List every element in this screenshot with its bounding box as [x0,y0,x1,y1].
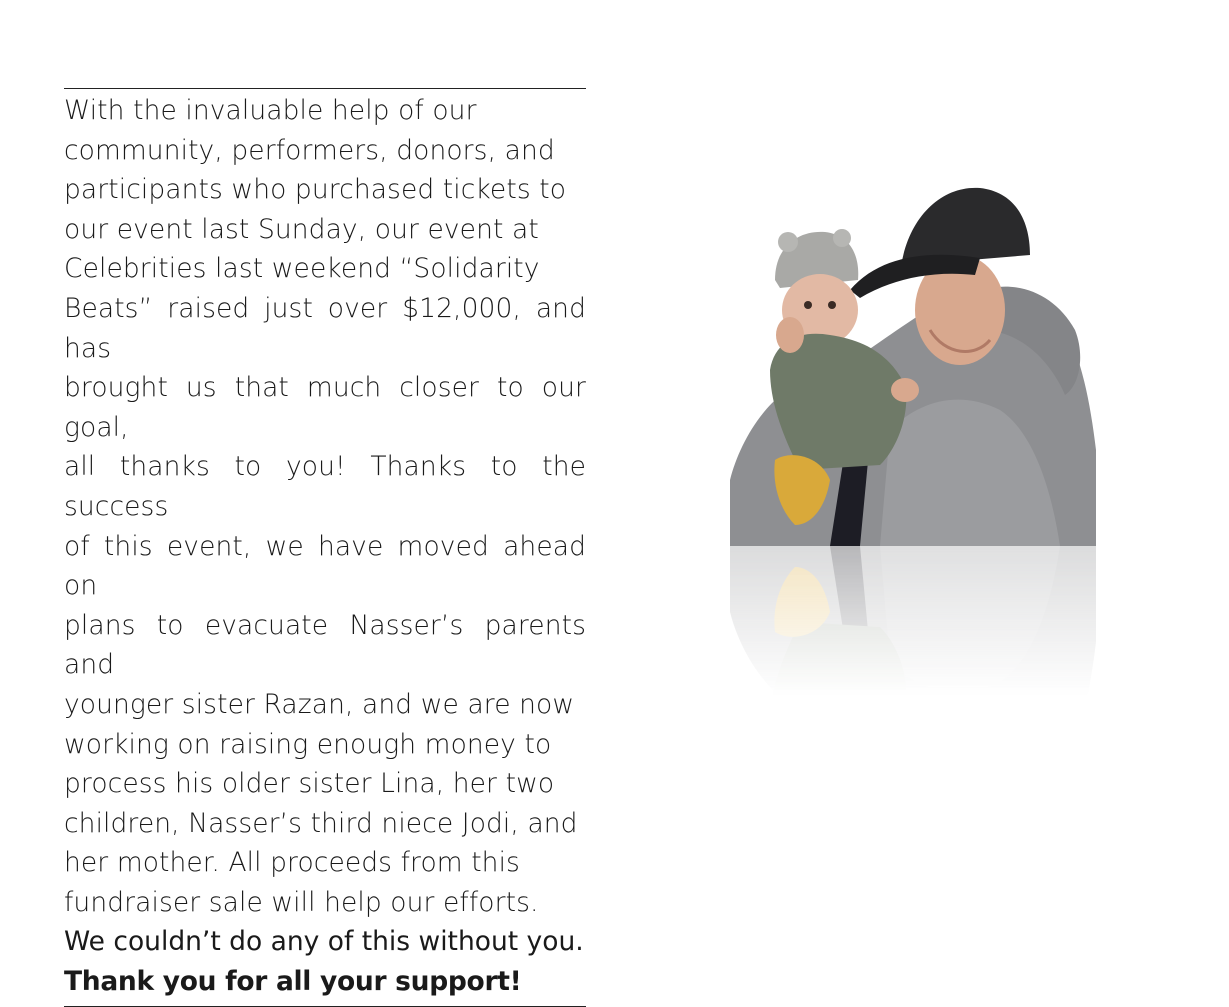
paragraph-line: community, performers, donors, and [64,134,555,166]
paragraph-line: working on raising enough money to [64,728,552,760]
paragraph-line: all thanks to you! Thanks to the success [64,451,586,522]
paragraph-line: Celebrities last weekend “Solidarity [64,253,540,285]
thanks-line: Thank you for all your support! [64,966,522,998]
paragraph-line: of this event, we have moved ahead on [64,530,586,602]
photo-reflection [730,546,1096,696]
paragraph-line: our event last Sunday, our event at [64,213,539,245]
paragraph-line: younger sister Razan, and we are now [64,688,575,720]
reflection-image [730,546,1096,696]
photo-main [730,180,1096,546]
paragraph-line: her mother. All proceeds from this [64,847,520,879]
man-holding-baby-image [730,180,1096,546]
family-photo [730,180,1096,700]
paragraph-line: plans to evacuate Nasser’s parents and [64,609,586,681]
paragraph-line: With the invaluable help of our [64,95,477,126]
message-paragraph [64,89,586,922]
closing-line: We couldn’t do any of this without you. [64,926,584,958]
paragraph-line: process his older sister Lina, her two [64,768,555,800]
fundraiser-message [64,88,586,1007]
paragraph-line: children, Nasser’s third niece Jodi, and [64,807,578,839]
paragraph-line: fundraiser sale will help our efforts. [64,886,539,918]
paragraph-line: brought us that much closer to our goal, [64,372,586,443]
paragraph-line: participants who purchased tickets to [64,174,567,206]
paragraph-line: Beats” raised just over $12,000, and has [64,292,586,364]
